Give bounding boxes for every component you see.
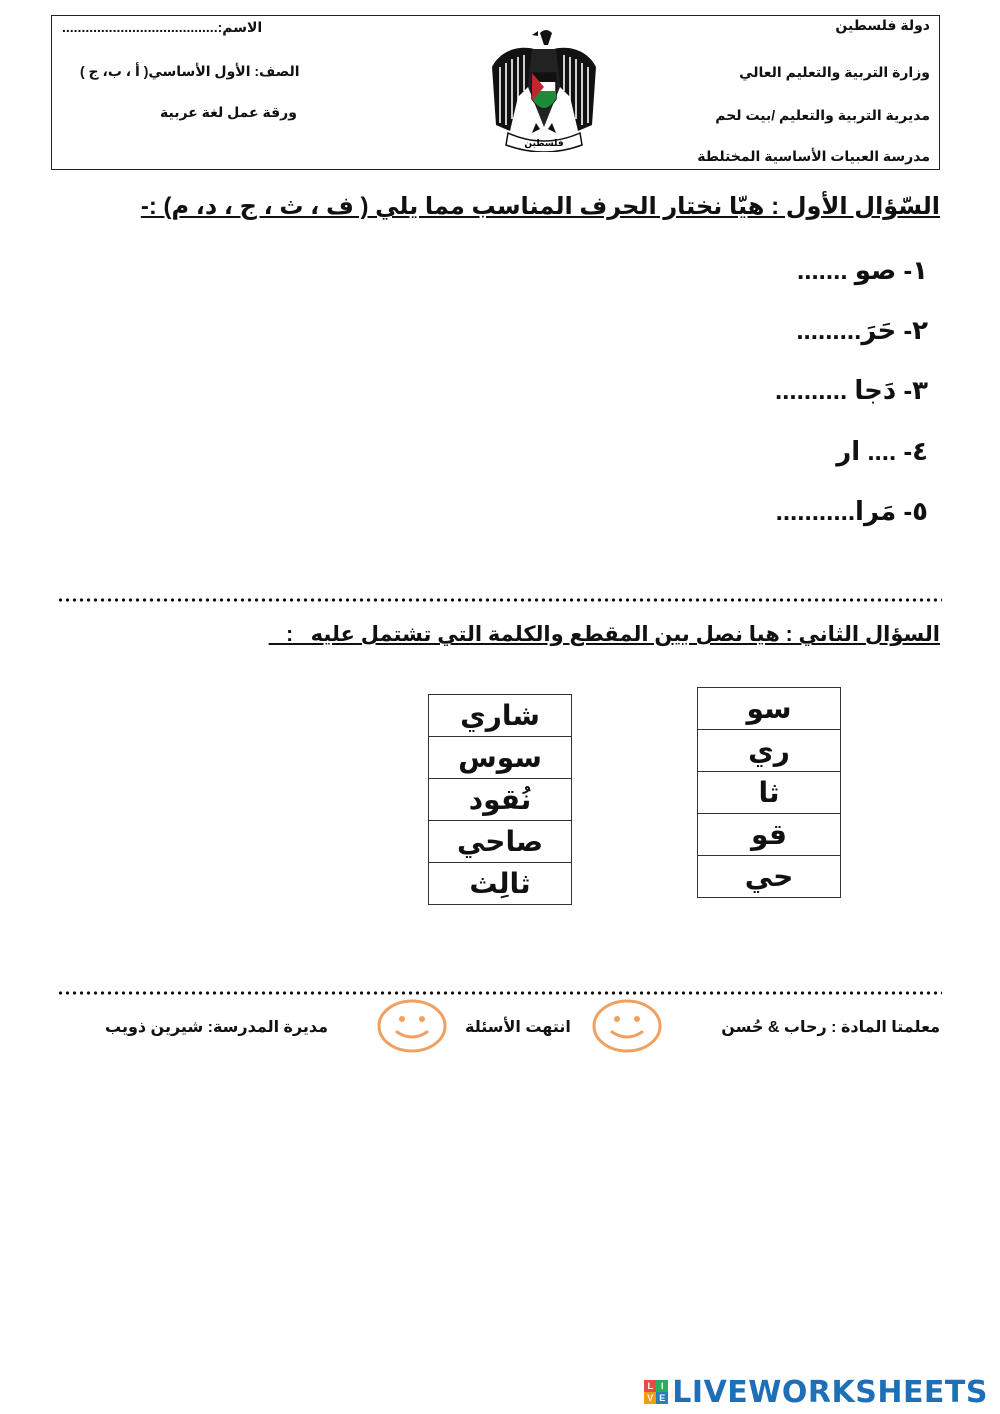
section-divider — [57, 597, 942, 603]
word-cell[interactable]: صاحي — [429, 821, 572, 863]
smiley-face-icon — [592, 998, 662, 1054]
footer-divider — [57, 990, 942, 996]
liveworksheets-mark-icon: L I V E — [644, 1380, 668, 1404]
syllable-cell[interactable]: سو — [698, 688, 841, 730]
liveworksheets-text: LIVEWORKSHEETS — [672, 1374, 988, 1410]
question1-item-4[interactable]: ٤- .... ار — [836, 436, 928, 466]
word-cell[interactable]: سوس — [429, 737, 572, 779]
header-state: دولة فلسطين — [835, 17, 930, 33]
syllable-cell[interactable]: حي — [698, 856, 841, 898]
emblem-scroll-text: فلسطين — [524, 139, 564, 149]
syllable-cell[interactable]: ري — [698, 730, 841, 772]
question1-item-1[interactable]: ١- صو ....... — [797, 255, 928, 285]
syllable-cell[interactable]: قو — [698, 814, 841, 856]
header-subject: ورقة عمل لغة عربية — [160, 104, 297, 120]
syllable-cell[interactable]: ثا — [698, 772, 841, 814]
footer-principal: مديرة المدرسة: شيرين ذويب — [105, 1019, 329, 1036]
syllables-table — [697, 687, 841, 898]
header-grade: الصف: الأول الأساسي( أ ، ب، ج ) — [80, 63, 300, 79]
palestine-eagle-emblem-icon — [488, 27, 600, 152]
word-cell[interactable]: نُقود — [429, 779, 572, 821]
words-table — [428, 694, 572, 905]
header-directorate: مديرية التربية والتعليم /بيت لحم — [715, 107, 930, 123]
word-cell[interactable]: ثالِث — [429, 863, 572, 905]
question1-title: السّؤال الأول : هيّا نختار الحرف المناسب مما يلي ( ف ، ث ، ج ، د، م) :- — [140, 193, 940, 220]
question2-title: السؤال الثاني : هيا نصل بين المقطع والكلمة التي تشتمل عليه : — [268, 623, 940, 646]
word-cell[interactable]: شاري — [429, 695, 572, 737]
question1-item-3[interactable]: ٣- دَجا .......... — [774, 375, 928, 405]
smiley-face-icon — [377, 998, 447, 1054]
header-school: مدرسة العبيات الأساسية المختلطة — [697, 148, 930, 164]
footer-end-text: انتهت الأسئلة — [465, 1019, 571, 1036]
header-ministry: وزارة التربية والتعليم العالي — [739, 64, 930, 80]
question1-item-5[interactable]: ٥- مَرا........... — [775, 496, 928, 526]
footer-teachers: معلمتا المادة : رحاب & حُسن — [721, 1019, 940, 1036]
question1-item-2[interactable]: ٢- حَرَ......... — [796, 315, 928, 345]
student-name-field[interactable]: الاسم:........................................ — [62, 19, 263, 35]
liveworksheets-logo[interactable] — [644, 1375, 988, 1409]
